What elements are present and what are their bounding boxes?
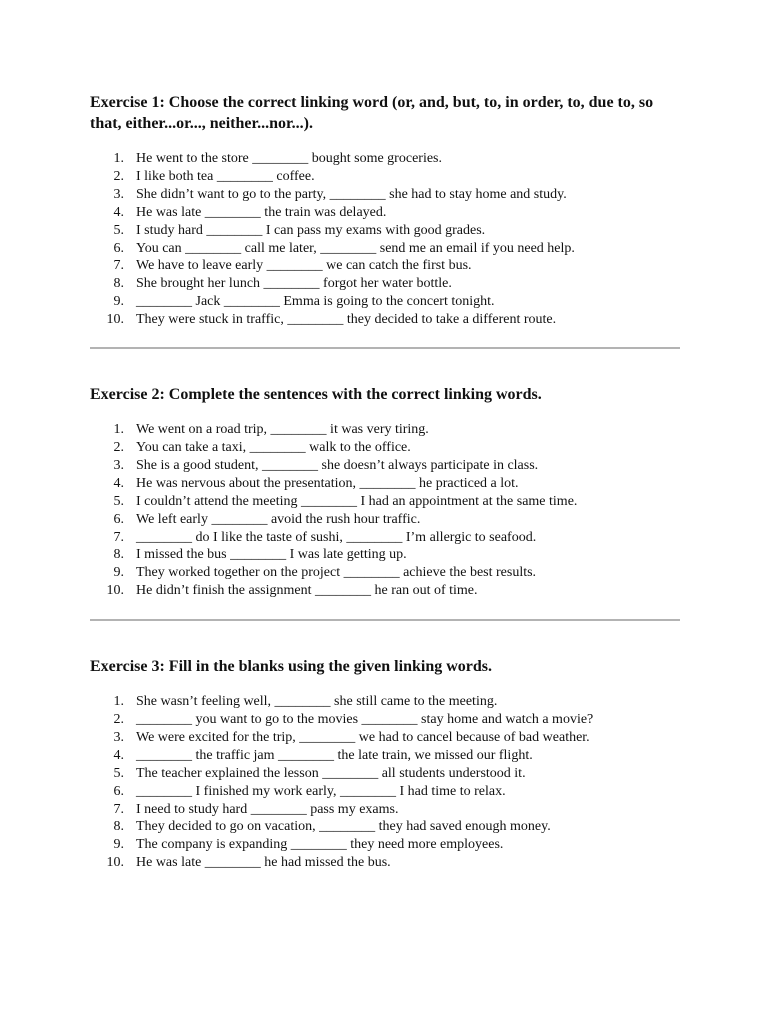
- exercise-item: [90, 186, 680, 204]
- item-number: 3.: [113, 457, 124, 473]
- item-text: We went on a road trip, ________ it was very tiring.: [136, 422, 429, 438]
- exercise-item: [90, 240, 680, 258]
- item-number: 4.: [113, 475, 124, 491]
- exercise-item: [90, 475, 680, 493]
- item-text: I couldn’t attend the meeting ________ I had an appointment at the same time.: [136, 493, 578, 509]
- exercise-item: [90, 783, 680, 801]
- exercise-item: [90, 564, 680, 582]
- item-text: ________ do I like the taste of sushi, ________ I’m allergic to seafood.: [136, 529, 537, 545]
- item-text: You can ________ call me later, ________ send me an email if you need help.: [136, 240, 575, 256]
- exercise-item: [90, 168, 680, 186]
- exercise-item: [90, 711, 680, 729]
- item-number: 9.: [113, 565, 124, 581]
- exercise-2-title: Exercise 2: Complete the sentences with the correct linking words.: [90, 386, 542, 404]
- exercise-3-list: [90, 693, 680, 872]
- item-text: ________ I finished my work early, ________ I had time to relax.: [136, 783, 506, 799]
- item-number: 1.: [113, 422, 124, 438]
- exercise-3: [90, 656, 680, 872]
- exercise-item: [90, 293, 680, 311]
- item-number: 8.: [113, 276, 124, 292]
- exercise-item: [90, 747, 680, 765]
- exercise-2-list: [90, 421, 680, 600]
- item-text: She didn’t want to go to the party, ________ she had to stay home and study.: [136, 186, 567, 202]
- item-text: ________ you want to go to the movies ________ stay home and watch a movie?: [136, 712, 594, 728]
- item-number: 8.: [113, 547, 124, 563]
- exercise-item: [90, 275, 680, 293]
- exercise-item: [90, 546, 680, 564]
- section-divider: [90, 347, 680, 349]
- exercise-item: [90, 257, 680, 275]
- item-number: 1.: [113, 151, 124, 166]
- item-text: I missed the bus ________ I was late getting up.: [136, 547, 407, 563]
- exercise-1-title: Exercise 1: Choose the correct linking word (or, and, but, to, in order, to, due to, so that, either...or..., neither...nor...).: [90, 94, 654, 132]
- item-text: He didn’t finish the assignment ________ he ran out of time.: [136, 583, 478, 599]
- item-text: The company is expanding ________ they need more employees.: [136, 837, 504, 853]
- exercise-item: [90, 150, 680, 168]
- exercise-3-title: Exercise 3: Fill in the blanks using the given linking words.: [90, 658, 492, 676]
- item-text: He was nervous about the presentation, ________ he practiced a lot.: [136, 475, 519, 491]
- section-divider: [90, 619, 680, 621]
- item-text: I need to study hard ________ pass my exams.: [136, 801, 399, 817]
- item-number: 5.: [113, 222, 124, 238]
- item-text: They were stuck in traffic, ________ they decided to take a different route.: [136, 312, 557, 328]
- item-number: 2.: [113, 712, 124, 728]
- item-text: ________ the traffic jam ________ the late train, we missed our flight.: [136, 747, 533, 763]
- item-text: We have to leave early ________ we can catch the first bus.: [136, 258, 472, 274]
- item-number: 3.: [113, 186, 124, 202]
- item-text: She brought her lunch ________ forgot her water bottle.: [136, 276, 452, 292]
- exercise-item: [90, 204, 680, 222]
- item-number: 4.: [113, 204, 124, 220]
- item-number: 2.: [113, 439, 124, 455]
- worksheet-page: [90, 92, 680, 872]
- item-number: 4.: [113, 747, 124, 763]
- exercise-item: [90, 818, 680, 836]
- item-number: 9.: [113, 837, 124, 853]
- exercise-1: [90, 92, 680, 329]
- item-number: 6.: [113, 511, 124, 527]
- exercise-item: [90, 854, 680, 872]
- exercise-item: [90, 801, 680, 819]
- exercise-item: [90, 729, 680, 747]
- exercise-item: [90, 457, 680, 475]
- item-text: He went to the store ________ bought some groceries.: [136, 151, 442, 166]
- item-text: ________ Jack ________ Emma is going to the concert tonight.: [136, 294, 495, 310]
- item-number: 10.: [106, 312, 124, 328]
- exercise-item: [90, 421, 680, 439]
- item-number: 8.: [113, 819, 124, 835]
- item-text: They decided to go on vacation, ________ they had saved enough money.: [136, 819, 551, 835]
- exercise-item: [90, 529, 680, 547]
- item-text: He was late ________ he had missed the bus.: [136, 855, 391, 871]
- exercise-item: [90, 582, 680, 600]
- item-number: 1.: [113, 694, 124, 710]
- item-text: We were excited for the trip, ________ we had to cancel because of bad weather.: [136, 729, 590, 745]
- item-text: We left early ________ avoid the rush hour traffic.: [136, 511, 421, 527]
- item-text: She is a good student, ________ she doesn’t always participate in class.: [136, 457, 539, 473]
- exercise-item: [90, 693, 680, 711]
- item-text: He was late ________ the train was delayed.: [136, 204, 387, 220]
- item-number: 10.: [106, 583, 124, 599]
- exercise-item: [90, 836, 680, 854]
- item-text: I like both tea ________ coffee.: [136, 168, 315, 184]
- exercise-1-list: [90, 150, 680, 329]
- item-number: 6.: [113, 783, 124, 799]
- exercise-item: [90, 493, 680, 511]
- item-number: 3.: [113, 729, 124, 745]
- item-number: 5.: [113, 493, 124, 509]
- exercise-item: [90, 765, 680, 783]
- exercise-2: [90, 384, 680, 600]
- item-number: 7.: [113, 801, 124, 817]
- exercise-item: [90, 311, 680, 329]
- item-number: 7.: [113, 529, 124, 545]
- item-number: 6.: [113, 240, 124, 256]
- item-number: 9.: [113, 294, 124, 310]
- item-number: 7.: [113, 258, 124, 274]
- item-number: 2.: [113, 168, 124, 184]
- exercise-item: [90, 222, 680, 240]
- item-text: The teacher explained the lesson ________ all students understood it.: [136, 765, 526, 781]
- item-number: 10.: [106, 855, 124, 871]
- item-text: You can take a taxi, ________ walk to the office.: [136, 439, 411, 455]
- exercise-item: [90, 511, 680, 529]
- exercise-item: [90, 439, 680, 457]
- item-text: She wasn’t feeling well, ________ she still came to the meeting.: [136, 694, 498, 710]
- item-number: 5.: [113, 765, 124, 781]
- item-text: They worked together on the project ________ achieve the best results.: [136, 565, 537, 581]
- item-text: I study hard ________ I can pass my exams with good grades.: [136, 222, 486, 238]
